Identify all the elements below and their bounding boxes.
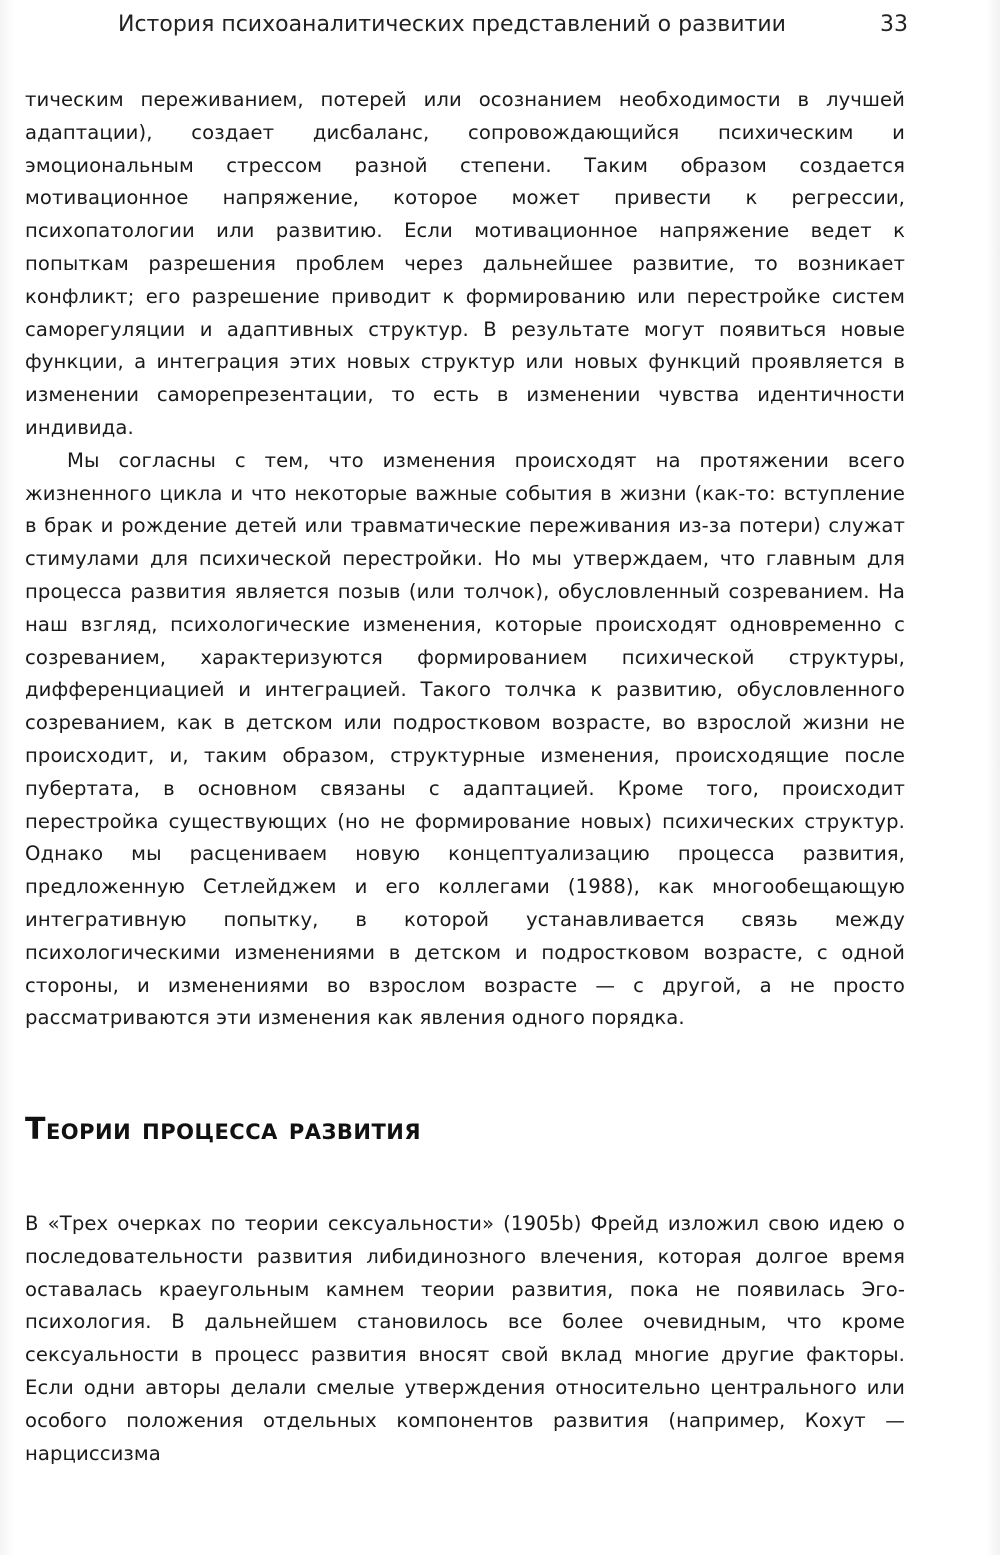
upper-text-block <box>25 84 905 1035</box>
page-number: 33 <box>880 12 908 37</box>
running-title: История психоаналитических представлений о развитии <box>118 12 786 37</box>
lower-text-block <box>25 1208 905 1470</box>
paragraph: Мы согласны с тем, что изменения происходят на протяжении всего жизненного цикла и что некоторые важные события в жизни (как-то: вступление в брак и рождение детей или травматические переживания из-за потери) служат стимулами для психической перестройки. Но мы утверждаем, что главным для процесса развития является позыв (или толчок), обусловленный созреванием. На наш взгляд, психологические изменения, которые происходят одновременно с созреванием, характеризуются формированием психической структуры, дифференциацией и интеграцией. Такого толчка к развитию, обусловленного созреванием, как в детском или подростковом возрасте, во взрослой жизни не происходит, и, таким образом, структурные изменения, происходящие после пубертата, в основном связаны с адаптацией. Кроме того, происходит перестройка существующих (но не формирование новых) психических структур. Однако мы расцениваем новую концептуализацию процесса развития, предложенную Сетлейджем и его коллегами (1988), как многообещающую интегративную попытку, в которой устанавливается связь между психологическими изменениями в детском и подростковом возрасте, с одной стороны, и изменениями во взрослом возрасте — с другой, а не просто рассматриваются эти изменения как явления одного порядка. <box>25 448 905 1030</box>
section-heading: Теории процесса развития <box>25 1112 422 1147</box>
paragraph-continuation: тическим переживанием, потерей или осознанием необходимости в лучшей адаптации), создает дисбаланс, сопровождающийся психическим и эмоциональным стрессом разной степени. Таким образом создается мотивационное напряжение, которое может привести к регрессии, психопатологии или развитию. Если мотивационное напряжение ведет к попыткам разрешения проблем через дальнейшее развитие, то возникает конфликт; его разрешение приводит к формированию или перестройке систем саморегуляции и адаптивных структур. В результате могут появиться новые функции, а интеграция этих новых структур или новых функций проявляется в изменении саморепрезентации, то есть в изменении чувства идентичности индивида. <box>25 88 905 439</box>
paragraph: В «Трех очерках по теории сексуальности» (1905b) Фрейд изложил свою идею о последовательности развития либидинозного влечения, которая долгое время оставалась краеугольным камнем теории развития, пока не появилась Эго-психология. В дальнейшем становилось все более очевидным, что кроме сексуальности в процесс развития вносят свой вклад многие другие факторы. Если одни авторы делали смелые утверждения относительно центрального или особого положения отдельных компонентов развития (например, Кохут — нарциссизма <box>25 1212 905 1465</box>
running-head <box>118 12 908 46</box>
